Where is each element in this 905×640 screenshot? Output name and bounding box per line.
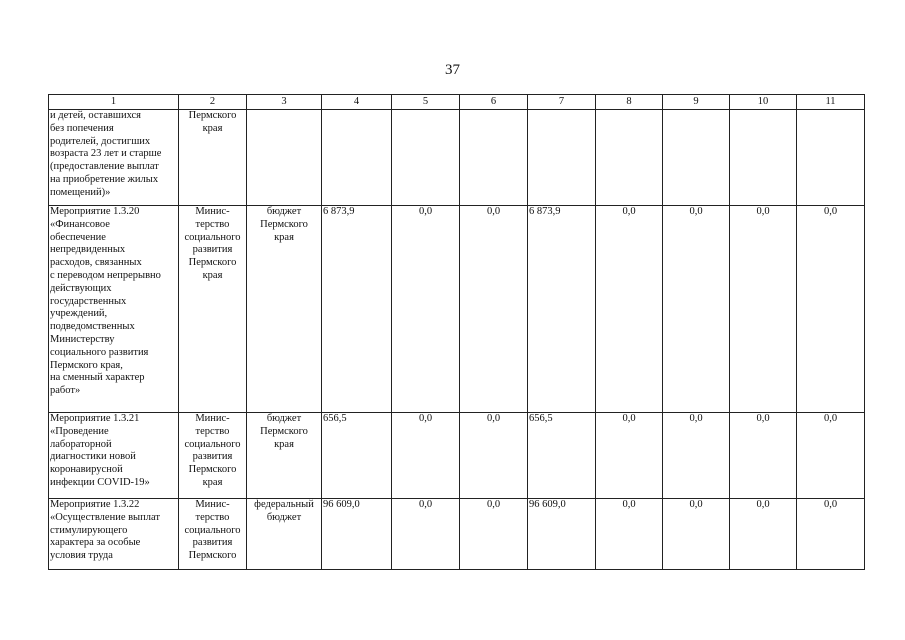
cell-executor: Минис- терство социального развития Пермского [179, 499, 247, 570]
cell-value: 0,0 [596, 206, 663, 413]
cell-value: 0,0 [392, 499, 460, 570]
cell-measure: Мероприятие 1.3.21 «Проведение лабораторной диагностики новой коронавирусной инфекции COVID-19» [49, 413, 179, 499]
cell-source [247, 110, 322, 206]
column-header: 8 [596, 95, 663, 110]
cell-value: 0,0 [392, 413, 460, 499]
cell-source: федеральный бюджет [247, 499, 322, 570]
cell-value [663, 110, 730, 206]
cell-measure: и детей, оставшихся без попечения родителей, достигших возраста 23 лет и старше (предоставление выплат на приобретение жилых помещений)» [49, 110, 179, 206]
cell-value [460, 110, 528, 206]
cell-value: 0,0 [797, 499, 865, 570]
cell-value: 6 873,9 [528, 206, 596, 413]
cell-value: 6 873,9 [322, 206, 392, 413]
cell-value: 656,5 [528, 413, 596, 499]
column-header: 9 [663, 95, 730, 110]
cell-value: 0,0 [460, 413, 528, 499]
cell-value [528, 110, 596, 206]
cell-value: 0,0 [730, 206, 797, 413]
cell-value [392, 110, 460, 206]
page-number: 37 [445, 62, 460, 78]
cell-value: 656,5 [322, 413, 392, 499]
column-header: 3 [247, 95, 322, 110]
cell-value [797, 110, 865, 206]
cell-value: 0,0 [797, 206, 865, 413]
cell-value: 0,0 [663, 413, 730, 499]
header-row [49, 95, 865, 110]
table-row [49, 499, 865, 570]
column-header: 1 [49, 95, 179, 110]
cell-value: 0,0 [730, 499, 797, 570]
cell-source: бюджет Пермского края [247, 413, 322, 499]
column-header: 6 [460, 95, 528, 110]
cell-value: 96 609,0 [322, 499, 392, 570]
cell-value: 0,0 [663, 206, 730, 413]
column-header: 2 [179, 95, 247, 110]
table-row [49, 110, 865, 206]
cell-value [730, 110, 797, 206]
cell-executor: Пермского края [179, 110, 247, 206]
cell-value [596, 110, 663, 206]
cell-value [322, 110, 392, 206]
cell-value: 0,0 [460, 206, 528, 413]
cell-measure: Мероприятие 1.3.20 «Финансовое обеспечение непредвиденных расходов, связанных с переводом непрерывно действующих государственных учреждений, подведомственных Министерству социального развития Пермского края, на сменный характер работ» [49, 206, 179, 413]
cell-value: 0,0 [392, 206, 460, 413]
cell-value: 0,0 [596, 499, 663, 570]
column-header: 7 [528, 95, 596, 110]
cell-value: 96 609,0 [528, 499, 596, 570]
cell-value: 0,0 [460, 499, 528, 570]
cell-value: 0,0 [730, 413, 797, 499]
table-row [49, 206, 865, 413]
cell-value: 0,0 [596, 413, 663, 499]
cell-executor: Минис- терство социального развития Пермского края [179, 206, 247, 413]
budget-table [48, 94, 865, 570]
cell-value: 0,0 [663, 499, 730, 570]
cell-value: 0,0 [797, 413, 865, 499]
column-header: 11 [797, 95, 865, 110]
table-row [49, 413, 865, 499]
column-header: 4 [322, 95, 392, 110]
cell-source: бюджет Пермского края [247, 206, 322, 413]
cell-measure: Мероприятие 1.3.22 «Осуществление выплат стимулирующего характера за особые условия труда [49, 499, 179, 570]
column-header: 10 [730, 95, 797, 110]
column-header: 5 [392, 95, 460, 110]
cell-executor: Минис- терство социального развития Пермского края [179, 413, 247, 499]
